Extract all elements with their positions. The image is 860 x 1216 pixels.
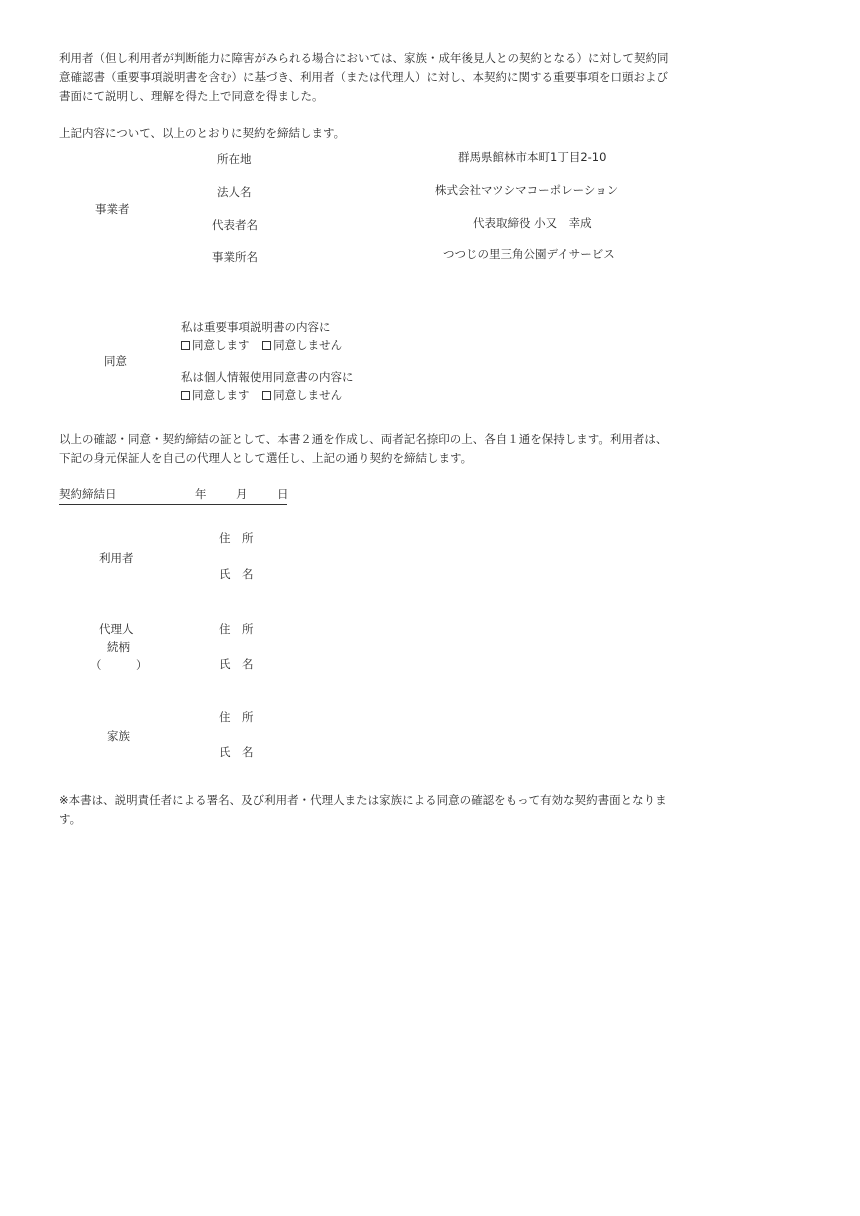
consent-q1-disagree[interactable]: 同意しません	[262, 338, 342, 352]
user-address-label: 住 所	[219, 531, 254, 545]
consent-q2-agree[interactable]: 同意します	[181, 388, 250, 402]
agent-relation-field[interactable]: （ ）	[90, 658, 148, 672]
consent-q2-options	[181, 386, 342, 404]
consent-q2: 私は個人情報使用同意書の内容に	[181, 370, 354, 384]
checkbox-icon[interactable]	[181, 391, 190, 400]
provider-address-value: 群馬県館林市本町1丁目2-10	[458, 150, 607, 164]
user-label: 利用者	[99, 551, 134, 565]
intro-line-3: 書面にて説明し、理解を得た上で同意を得ました。	[59, 89, 324, 103]
contract-date[interactable]	[59, 485, 287, 505]
family-address-label: 住 所	[219, 710, 254, 724]
conclusion-line: 上記内容について、以上のとおりに契約を締結します。	[59, 126, 346, 140]
family-name-label: 氏 名	[219, 745, 254, 759]
checkbox-icon[interactable]	[181, 341, 190, 350]
contract-date-label: 契約締結日	[59, 487, 117, 501]
note-line-2: す。	[59, 812, 82, 826]
note-line-1: ※本書は、説明責任者による署名、及び利用者・代理人または家族による同意の確認をもって有効な契約書面となりま	[59, 793, 667, 807]
consent-section-label: 同意	[104, 354, 127, 368]
provider-section-label: 事業者	[95, 202, 130, 216]
agent-relation-label: 続柄	[107, 640, 130, 654]
contract-date-month: 月	[236, 487, 248, 501]
checkbox-icon[interactable]	[262, 391, 271, 400]
consent-q1-options	[181, 336, 342, 354]
agent-name-label: 氏 名	[219, 657, 254, 671]
consent-q1: 私は重要事項説明書の内容に	[181, 320, 331, 334]
intro-line-1: 利用者（但し利用者が判断能力に障害がみられる場合においては、家族・成年後見人との契約となる）に対して契約同	[59, 51, 669, 65]
provider-address-label: 所在地	[217, 152, 252, 166]
provider-rep-value: 代表取締役 小又 幸成	[473, 216, 592, 230]
family-label: 家族	[107, 729, 130, 743]
provider-corp-label: 法人名	[217, 185, 252, 199]
contract-date-day: 日	[277, 487, 289, 501]
provider-corp-value: 株式会社マツシマコーポレーション	[435, 183, 619, 197]
user-name-label: 氏 名	[219, 567, 254, 581]
provider-office-value: つつじの里三角公園デイサービス	[443, 247, 615, 261]
consent-q2-disagree[interactable]: 同意しません	[262, 388, 342, 402]
provider-rep-label: 代表者名	[212, 218, 258, 232]
consent-q1-agree[interactable]: 同意します	[181, 338, 250, 352]
intro-line-2: 意確認書（重要事項説明書を含む）に基づき、利用者（または代理人）に対し、本契約に関する重要事項を口頭および	[59, 70, 669, 84]
contract-date-year: 年	[195, 487, 207, 501]
closing-line-2: 下記の身元保証人を自己の代理人として選任し、上記の通り契約を締結します。	[59, 451, 473, 465]
provider-office-label: 事業所名	[212, 250, 258, 264]
agent-address-label: 住 所	[219, 622, 254, 636]
checkbox-icon[interactable]	[262, 341, 271, 350]
agent-label: 代理人	[99, 622, 134, 636]
closing-line-1: 以上の確認・同意・契約締結の証として、本書２通を作成し、両者記名捺印の上、各自１通を保持します。利用者は、	[59, 432, 668, 446]
